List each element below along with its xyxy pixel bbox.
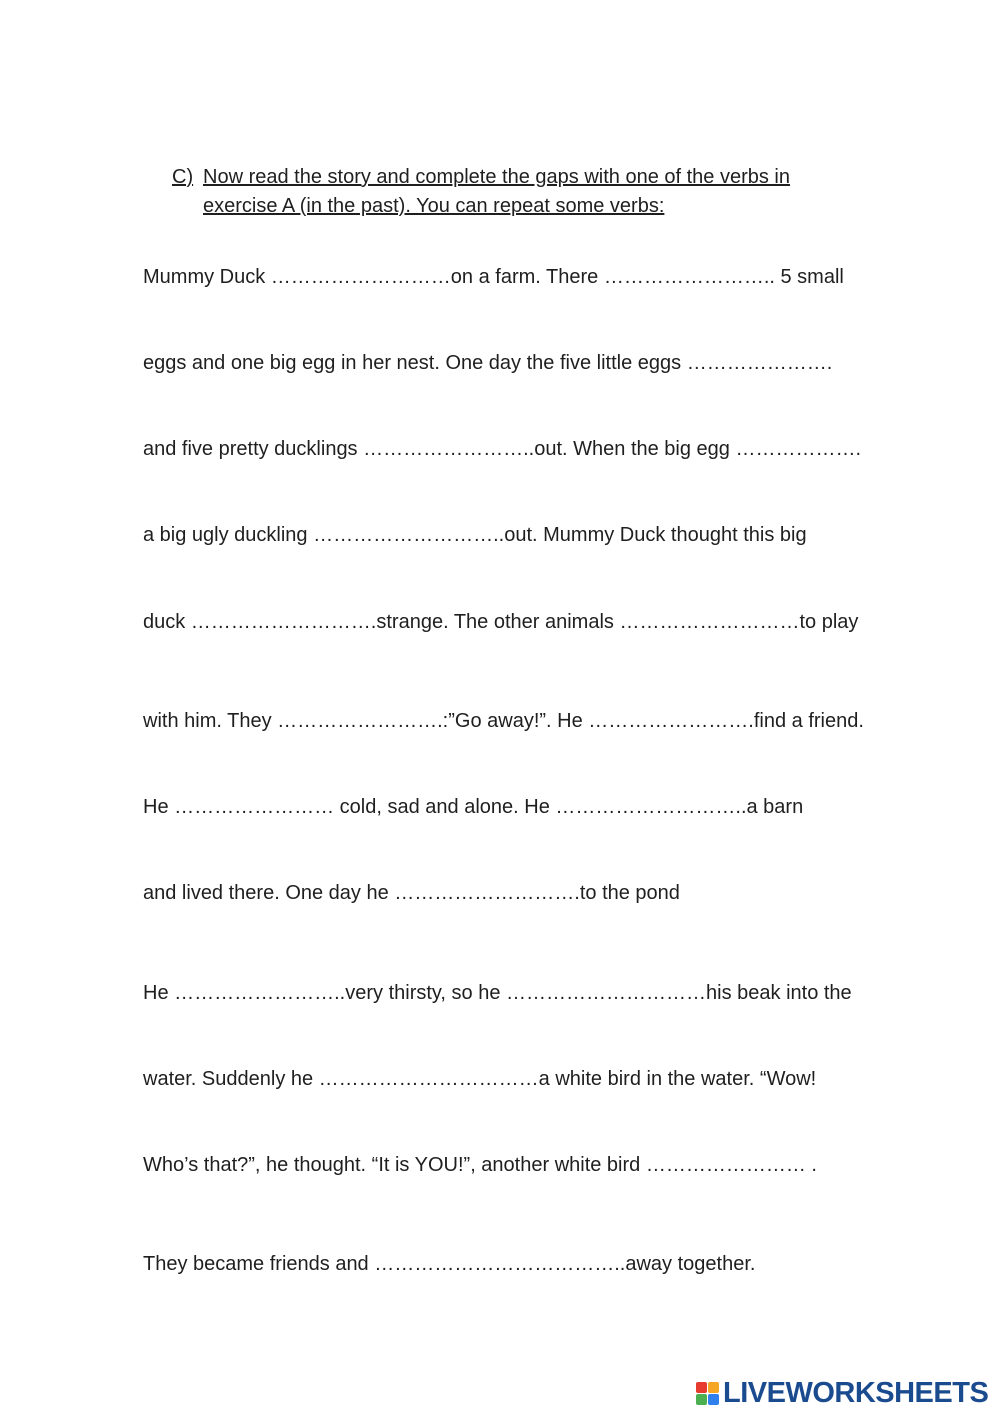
exercise-marker: C) bbox=[172, 166, 194, 188]
story-line-3: and five pretty ducklings ……………………..out. When the big egg ………………. bbox=[143, 438, 862, 460]
story-line-9: He ……………………..very thirsty, so he …………………………his beak into the bbox=[143, 982, 852, 1004]
badge-cell-orange bbox=[708, 1382, 719, 1393]
badge-cell-blue bbox=[708, 1394, 719, 1405]
story-line-8: and lived there. One day he ……………………….to the pond bbox=[143, 882, 680, 904]
liveworksheets-logo bbox=[696, 1376, 988, 1410]
story-line-1: Mummy Duck ………………………on a farm. There …………………….. 5 small bbox=[143, 266, 844, 288]
exercise-instruction-text: Now read the story and complete the gaps with one of the verbs in exercise A (in the past). You can repeat some verbs: bbox=[203, 166, 791, 217]
story-line-4: a big ugly duckling ………………………..out. Mummy Duck thought this big bbox=[143, 524, 807, 546]
story-line-11: Who’s that?”, he thought. “It is YOU!”, another white bird …………………… . bbox=[143, 1154, 817, 1176]
logo-wordmark: LIVEWORKSHEETS bbox=[723, 1376, 989, 1409]
badge-cell-green bbox=[696, 1394, 707, 1405]
story-line-2: eggs and one big egg in her nest. One day the five little eggs …………………. bbox=[143, 352, 833, 374]
story-line-7: He …………………… cold, sad and alone. He ………………………..a barn bbox=[143, 796, 804, 818]
story-line-6: with him. They …………………….:”Go away!”. He …………………….find a friend. bbox=[143, 710, 864, 732]
badge-cell-red bbox=[696, 1382, 707, 1393]
logo-badge-icon bbox=[696, 1382, 719, 1405]
story-line-10: water. Suddenly he ……………………………a white bird in the water. “Wow! bbox=[143, 1068, 817, 1090]
story-line-12: They became friends and ………………………………..away together. bbox=[143, 1253, 756, 1275]
story-line-5: duck ……………………….strange. The other animals ………………………to play bbox=[143, 611, 859, 633]
